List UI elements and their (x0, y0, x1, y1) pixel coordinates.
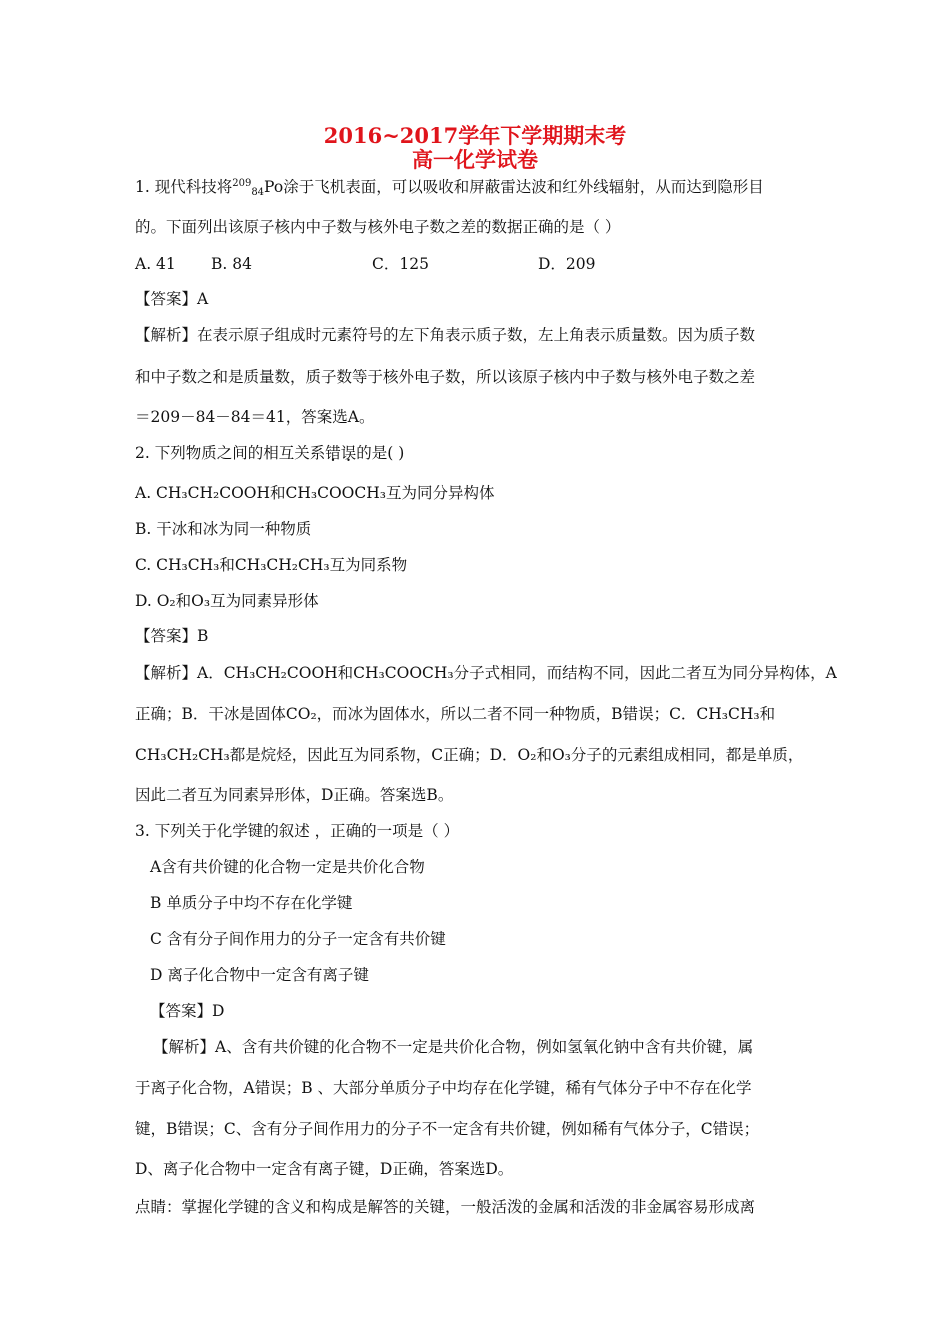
q1-answer: 【答案】A (135, 290, 209, 308)
q1-option-d: D．209 (538, 255, 596, 273)
q1-stem-line1 (135, 176, 764, 198)
q1-option-c: C．125 (372, 255, 429, 273)
isotope-symbol: Po (264, 178, 284, 196)
q2-option-c: C. CH₃CH₃和CH₃CH₂CH₃互为同系物 (135, 556, 408, 574)
isotope-atomic-number: 84 (251, 187, 265, 198)
q1-analysis-line2: 和中子数之和是质量数，质子数等于核外电子数，所以该原子核内中子数与核外电子数之差 (135, 368, 756, 386)
q2-analysis-line3: CH₃CH₂CH₃都是烷烃，因此互为同系物，C正确；D．O₂和O₃分子的元素组成相同，都是单质， (135, 746, 804, 764)
q2-emphasis-char-1: 错 (325, 444, 341, 462)
q3-option-d: D 离子化合物中一定含有离子键 (150, 966, 369, 984)
q2-stem-suffix: 的是( ) (356, 444, 405, 462)
q1-analysis-line3: ＝209－84－84＝41，答案选A。 (135, 408, 375, 426)
q3-option-a: A含有共价键的化合物一定是共价化合物 (150, 858, 425, 876)
q2-analysis-line2: 正确；B．干冰是固体CO₂，而冰为固体水，所以二者不同一种物质，B错误；C．CH₃CH₃和 (135, 705, 776, 723)
q3-analysis-line1: 【解析】A、含有共价键的化合物不一定是共价化合物，例如氢氧化钠中含有共价键，属 (153, 1038, 754, 1056)
q3-answer: 【答案】D (150, 1002, 225, 1020)
exam-subtitle: 高一化学试卷 (412, 147, 538, 172)
q3-tip: 点睛：掌握化学键的含义和构成是解答的关键，一般活泼的金属和活泼的非金属容易形成离 (135, 1198, 756, 1216)
q2-emphasis-char-2: 误 (340, 444, 357, 462)
q2-stem (135, 442, 404, 464)
q1-stem-prefix: 1. 现代科技将 (135, 178, 233, 196)
q2-stem-prefix: 2. 下列物质之间的相互关系 (135, 444, 326, 462)
q3-analysis-line3: 键，B错误；C、含有分子间作用力的分子不一定含有共价键，例如稀有气体分子，C错误； (135, 1120, 760, 1138)
q2-option-b: B. 干冰和冰为同一种物质 (135, 520, 312, 538)
isotope-mass-number: 209 (232, 178, 252, 189)
q3-stem: 3. 下列关于化学键的叙述 ，正确的一项是（ ） (135, 822, 460, 840)
q2-option-a: A. CH₃CH₂COOH和CH₃COOCH₃互为同分异构体 (135, 484, 495, 502)
q1-option-b: B. 84 (211, 255, 252, 273)
q3-analysis-line4: D、离子化合物中一定含有离子键，D正确，答案选D。 (135, 1160, 514, 1178)
q1-stem-suffix: 涂于飞机表面，可以吸收和屏蔽雷达波和红外线辐射，从而达到隐形目 (283, 178, 764, 196)
q2-answer: 【答案】B (135, 627, 209, 645)
q3-option-c: C 含有分子间作用力的分子一定含有共价键 (150, 930, 446, 948)
q1-option-a: A. 41 (135, 255, 176, 273)
q3-option-b: B 单质分子中均不存在化学键 (150, 894, 353, 912)
exam-title: 2016~2017学年下学期期末考 (323, 123, 627, 148)
q1-stem-line2: 的。下面列出该原子核内中子数与核外电子数之差的数据正确的是（ ） (135, 218, 621, 236)
q2-option-d: D. O₂和O₃互为同素异形体 (135, 592, 319, 610)
q2-analysis-line1: 【解析】A．CH₃CH₂COOH和CH₃COOCH₃分子式相同，而结构不同，因此二者互为同分异构体，A (135, 664, 837, 682)
q3-analysis-line2: 于离子化合物，A错误；B 、大部分单质分子中均存在化学键，稀有气体分子中不存在化学 (135, 1079, 752, 1097)
q1-analysis-line1: 【解析】在表示原子组成时元素符号的左下角表示质子数，左上角表示质量数。因为质子数 (135, 326, 756, 344)
q2-analysis-line4: 因此二者互为同素异形体，D正确。答案选B。 (135, 786, 454, 804)
